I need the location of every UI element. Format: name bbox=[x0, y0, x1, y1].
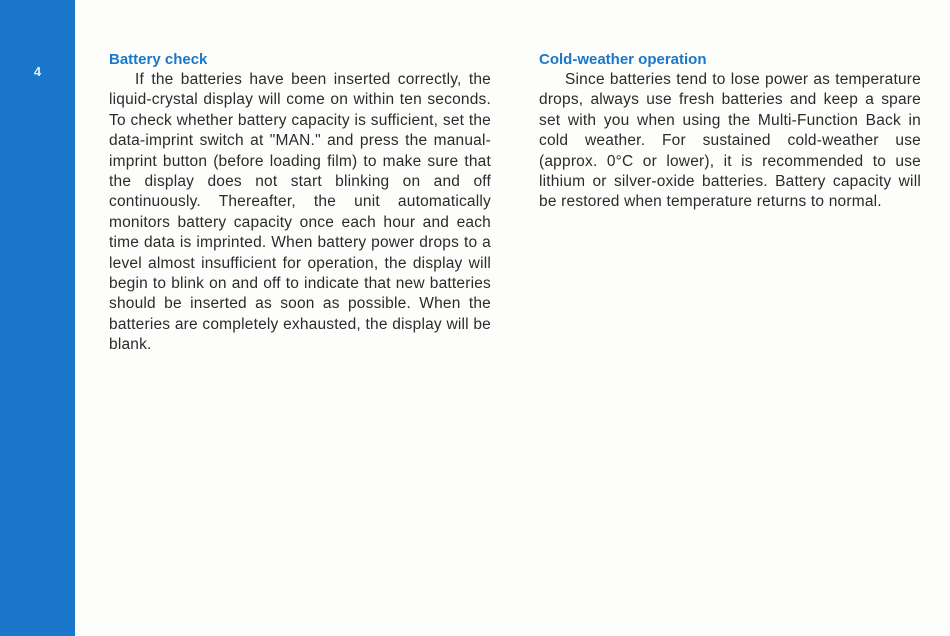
side-color-bar bbox=[0, 0, 75, 636]
section-body: If the batteries have been inserted correctly, the liquid-crystal display will come on within ten seconds. To check whether battery capacity is sufficient, set the data-imprint switch at "MAN." and press the manual-imprint button (before loading film) to make sure that the display does not start blinking on and off continuously. Thereafter, the unit automatically monitors battery capacity once each hour and each time data is imprinted. When battery power drops to a level almost insufficient for operation, the display will begin to blink on and off to indicate that new batteries should be inserted as soon as possible. When the batteries are completely exhausted, the display will be blank. bbox=[109, 71, 491, 354]
section-heading: Battery check bbox=[109, 51, 208, 68]
section-battery-check bbox=[109, 50, 491, 356]
section-heading: Cold-weather operation bbox=[539, 51, 707, 68]
page-number: 4 bbox=[33, 64, 42, 79]
section-cold-weather-operation bbox=[539, 50, 921, 213]
section-body: Since batteries tend to lose power as temperature drops, always use fresh batteries and keep a spare set with you when using the Multi-Function Back in cold weather. For sustained cold-weather use (approx. 0°C or lower), it is recommended to use lithium or silver-oxide batteries. Battery capacity will be restored when temperature returns to normal. bbox=[539, 71, 921, 211]
